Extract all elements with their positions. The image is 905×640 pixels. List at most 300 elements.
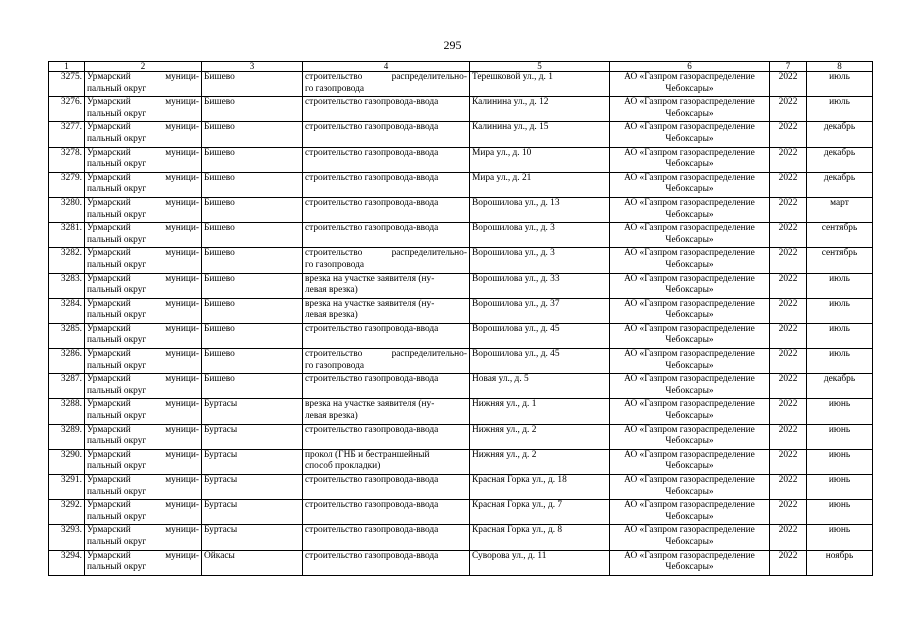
cell-mun3: пальный округ <box>87 536 147 547</box>
cell-mun1: Урмарский <box>87 298 131 309</box>
work-type-cell <box>303 97 470 122</box>
cell-work1: врезка на участке заявителя (ну- <box>305 273 435 284</box>
work-type-cell <box>303 525 470 550</box>
settlement-cell <box>202 72 303 97</box>
cell-address: Калинина ул., д. 15 <box>472 122 549 133</box>
cell-address: Красная Горка ул., д. 18 <box>472 475 567 485</box>
address-cell <box>470 122 610 147</box>
row-number <box>49 223 85 248</box>
organization-cell <box>610 550 770 575</box>
cell-org2: Чебоксары» <box>665 360 714 371</box>
cell-address: Терешковой ул., д. 1 <box>472 72 553 82</box>
cell-org2: Чебоксары» <box>665 259 714 270</box>
cell-num: 3282. <box>60 248 82 259</box>
table-row <box>49 122 873 147</box>
cell-num: 3286. <box>60 349 82 360</box>
cell-work2: распределительно- <box>391 72 467 82</box>
cell-month: июль <box>829 349 850 360</box>
cell-org1: АО «Газпром газораспределение <box>624 323 755 334</box>
cell-address: Новая ул., д. 5 <box>472 374 529 385</box>
cell-work1: строительство <box>305 72 363 82</box>
address-cell <box>470 273 610 298</box>
cell-org2: Чебоксары» <box>665 536 714 547</box>
cell-mun1: Урмарский <box>87 525 131 536</box>
address-cell <box>470 172 610 197</box>
cell-num: 3276. <box>60 97 82 108</box>
cell-work3: левая врезка) <box>305 310 358 321</box>
cell-month: сентябрь <box>821 223 858 234</box>
cell-org2: Чебоксары» <box>665 83 714 94</box>
organization-cell <box>610 349 770 374</box>
organization-cell <box>610 475 770 500</box>
cell-mun2: муници- <box>165 273 199 284</box>
cell-year: 2022 <box>778 248 798 259</box>
row-number <box>49 500 85 525</box>
row-number <box>49 122 85 147</box>
table-row <box>49 97 873 122</box>
cell-village: Бишево <box>204 147 235 158</box>
column-header: 3 <box>202 62 303 72</box>
municipality-cell <box>85 374 202 399</box>
cell-mun1: Урмарский <box>87 349 131 360</box>
column-header: 8 <box>807 62 873 72</box>
address-cell <box>470 349 610 374</box>
cell-year: 2022 <box>778 374 798 385</box>
cell-year: 2022 <box>778 197 798 208</box>
settlement-cell <box>202 147 303 172</box>
cell-num: 3294. <box>60 550 82 561</box>
cell-org2: Чебоксары» <box>665 209 714 220</box>
cell-org2: Чебоксары» <box>665 234 714 245</box>
cell-mun1: Урмарский <box>87 172 131 183</box>
cell-mun1: Урмарский <box>87 500 131 511</box>
cell-mun3: пальный округ <box>87 83 147 94</box>
settlement-cell <box>202 248 303 273</box>
cell-work1: строительство газопровода-ввода <box>305 475 439 485</box>
row-number <box>49 374 85 399</box>
row-number <box>49 197 85 222</box>
cell-work2: распределительно- <box>391 349 467 360</box>
cell-month: июнь <box>828 525 851 536</box>
table-row <box>49 475 873 500</box>
cell-address: Нижняя ул., д. 2 <box>472 449 537 460</box>
cell-work1: врезка на участке заявителя (ну- <box>305 298 435 309</box>
work-type-cell <box>303 223 470 248</box>
cell-village: Бишево <box>204 273 235 284</box>
cell-address: Ворошилова ул., д. 45 <box>472 349 560 360</box>
municipality-cell <box>85 147 202 172</box>
cell-org1: АО «Газпром газораспределение <box>624 223 755 234</box>
organization-cell <box>610 223 770 248</box>
column-header: 2 <box>85 62 202 72</box>
year-cell <box>770 374 807 399</box>
row-number <box>49 97 85 122</box>
cell-work3: левая врезка) <box>305 411 358 422</box>
cell-mun2: муници- <box>165 223 199 234</box>
cell-org1: АО «Газпром газораспределение <box>624 399 755 410</box>
year-cell <box>770 172 807 197</box>
cell-mun2: муници- <box>165 449 199 460</box>
address-cell <box>470 72 610 97</box>
cell-address: Мира ул., д. 21 <box>472 172 532 183</box>
work-type-cell <box>303 323 470 348</box>
cell-village: Бишево <box>204 323 235 334</box>
cell-year: 2022 <box>778 349 798 360</box>
cell-num: 3275. <box>60 72 82 82</box>
cell-mun1: Урмарский <box>87 449 131 460</box>
table-row <box>49 298 873 323</box>
organization-cell <box>610 500 770 525</box>
cell-work3: го газопровода <box>305 83 365 94</box>
year-cell <box>770 449 807 474</box>
municipality-cell <box>85 525 202 550</box>
cell-org2: Чебоксары» <box>665 436 714 447</box>
organization-cell <box>610 399 770 424</box>
cell-org2: Чебоксары» <box>665 108 714 119</box>
cell-mun1: Урмарский <box>87 248 131 259</box>
work-type-cell <box>303 273 470 298</box>
cell-work1: строительство <box>305 248 363 259</box>
cell-num: 3280. <box>60 197 82 208</box>
cell-month: июнь <box>828 399 851 410</box>
cell-mun1: Урмарский <box>87 197 131 208</box>
cell-mun3: пальный округ <box>87 285 147 296</box>
cell-village: Буртасы <box>204 525 238 536</box>
cell-work1: строительство <box>305 349 363 360</box>
cell-num: 3291. <box>60 475 82 485</box>
month-cell <box>807 374 873 399</box>
cell-mun3: пальный округ <box>87 562 147 573</box>
cell-mun1: Урмарский <box>87 72 131 82</box>
cell-year: 2022 <box>778 449 798 460</box>
cell-mun3: пальный округ <box>87 310 147 321</box>
cell-mun1: Урмарский <box>87 223 131 234</box>
work-type-cell <box>303 172 470 197</box>
address-cell <box>470 550 610 575</box>
cell-org2: Чебоксары» <box>665 159 714 170</box>
cell-mun3: пальный округ <box>87 133 147 144</box>
municipality-cell <box>85 298 202 323</box>
column-header: 1 <box>49 62 85 72</box>
month-cell <box>807 424 873 449</box>
municipality-cell <box>85 424 202 449</box>
cell-year: 2022 <box>778 273 798 284</box>
cell-org2: Чебоксары» <box>665 562 714 573</box>
cell-village: Бишево <box>204 223 235 234</box>
cell-year: 2022 <box>778 475 798 485</box>
cell-month: июль <box>829 97 850 108</box>
year-cell <box>770 248 807 273</box>
address-cell <box>470 500 610 525</box>
cell-work1: прокол (ГНБ и бестраншейный <box>305 449 430 460</box>
cell-num: 3287. <box>60 374 82 385</box>
column-header: 5 <box>470 62 610 72</box>
table-row <box>49 248 873 273</box>
cell-month: сентябрь <box>821 248 858 259</box>
cell-mun3: пальный округ <box>87 436 147 447</box>
year-cell <box>770 97 807 122</box>
cell-org2: Чебоксары» <box>665 486 714 497</box>
cell-mun1: Урмарский <box>87 374 131 385</box>
municipality-cell <box>85 449 202 474</box>
cell-village: Буртасы <box>204 500 238 511</box>
month-cell <box>807 550 873 575</box>
cell-org1: АО «Газпром газораспределение <box>624 449 755 460</box>
settlement-cell <box>202 399 303 424</box>
address-cell <box>470 449 610 474</box>
cell-num: 3284. <box>60 298 82 309</box>
cell-mun2: муници- <box>165 172 199 183</box>
row-number <box>49 273 85 298</box>
settlement-cell <box>202 122 303 147</box>
table-row <box>49 72 873 97</box>
municipality-cell <box>85 72 202 97</box>
cell-mun2: муници- <box>165 72 199 82</box>
year-cell <box>770 475 807 500</box>
cell-year: 2022 <box>778 147 798 158</box>
cell-org1: АО «Газпром газораспределение <box>624 197 755 208</box>
column-number-row <box>49 62 873 72</box>
cell-work1: строительство газопровода-ввода <box>305 97 439 108</box>
cell-year: 2022 <box>778 323 798 334</box>
cell-mun2: муници- <box>165 147 199 158</box>
year-cell <box>770 197 807 222</box>
cell-org1: АО «Газпром газораспределение <box>624 122 755 133</box>
cell-address: Ворошилова ул., д. 33 <box>472 273 560 284</box>
cell-mun2: муници- <box>165 197 199 208</box>
cell-mun1: Урмарский <box>87 273 131 284</box>
page-number: 295 <box>443 38 462 52</box>
work-type-cell <box>303 500 470 525</box>
cell-org2: Чебоксары» <box>665 184 714 195</box>
address-cell <box>470 323 610 348</box>
cell-org2: Чебоксары» <box>665 461 714 472</box>
cell-address: Ворошилова ул., д. 3 <box>472 248 555 259</box>
address-cell <box>470 197 610 222</box>
cell-address: Ворошилова ул., д. 45 <box>472 323 560 334</box>
cell-mun2: муници- <box>165 97 199 108</box>
municipality-cell <box>85 500 202 525</box>
cell-work3: го газопровода <box>305 360 365 371</box>
municipality-cell <box>85 97 202 122</box>
year-cell <box>770 500 807 525</box>
settlement-cell <box>202 475 303 500</box>
row-number <box>49 525 85 550</box>
cell-org2: Чебоксары» <box>665 411 714 422</box>
cell-work1: строительство газопровода-ввода <box>305 197 439 208</box>
cell-village: Бишево <box>204 374 235 385</box>
row-number <box>49 399 85 424</box>
month-cell <box>807 349 873 374</box>
year-cell <box>770 550 807 575</box>
cell-work1: строительство газопровода-ввода <box>305 223 439 234</box>
cell-year: 2022 <box>778 424 798 435</box>
table-row <box>49 449 873 474</box>
row-number <box>49 147 85 172</box>
cell-num: 3289. <box>60 424 82 435</box>
register-table <box>48 61 873 576</box>
cell-num: 3293. <box>60 525 82 536</box>
cell-org2: Чебоксары» <box>665 335 714 346</box>
table-row <box>49 399 873 424</box>
month-cell <box>807 147 873 172</box>
row-number <box>49 475 85 500</box>
row-number <box>49 298 85 323</box>
cell-mun1: Урмарский <box>87 475 131 485</box>
settlement-cell <box>202 525 303 550</box>
cell-month: июль <box>829 323 850 334</box>
month-cell <box>807 500 873 525</box>
cell-village: Бишево <box>204 122 235 133</box>
cell-work3: го газопровода <box>305 259 365 270</box>
address-cell <box>470 525 610 550</box>
cell-org1: АО «Газпром газораспределение <box>624 525 755 536</box>
cell-org1: АО «Газпром газораспределение <box>624 424 755 435</box>
column-header: 6 <box>610 62 770 72</box>
table-row <box>49 273 873 298</box>
cell-org1: АО «Газпром газораспределение <box>624 500 755 511</box>
column-header: 4 <box>303 62 470 72</box>
table-row <box>49 349 873 374</box>
cell-mun3: пальный округ <box>87 108 147 119</box>
cell-month: июнь <box>828 449 851 460</box>
municipality-cell <box>85 323 202 348</box>
cell-month: декабрь <box>823 122 856 133</box>
address-cell <box>470 223 610 248</box>
cell-month: июль <box>829 298 850 309</box>
row-number <box>49 349 85 374</box>
cell-mun3: пальный округ <box>87 486 147 497</box>
settlement-cell <box>202 97 303 122</box>
cell-org1: АО «Газпром газораспределение <box>624 147 755 158</box>
address-cell <box>470 147 610 172</box>
cell-village: Бишево <box>204 72 235 82</box>
year-cell <box>770 122 807 147</box>
work-type-cell <box>303 399 470 424</box>
cell-month: июль <box>829 273 850 284</box>
cell-year: 2022 <box>778 72 798 82</box>
organization-cell <box>610 97 770 122</box>
cell-mun2: муници- <box>165 122 199 133</box>
organization-cell <box>610 298 770 323</box>
settlement-cell <box>202 374 303 399</box>
cell-year: 2022 <box>778 298 798 309</box>
work-type-cell <box>303 72 470 97</box>
cell-year: 2022 <box>778 223 798 234</box>
organization-cell <box>610 147 770 172</box>
cell-village: Бишево <box>204 97 235 108</box>
cell-org1: АО «Газпром газораспределение <box>624 172 755 183</box>
settlement-cell <box>202 550 303 575</box>
month-cell <box>807 223 873 248</box>
table-row <box>49 500 873 525</box>
municipality-cell <box>85 349 202 374</box>
work-type-cell <box>303 197 470 222</box>
month-cell <box>807 72 873 97</box>
cell-month: июнь <box>828 475 851 485</box>
cell-work1: строительство газопровода-ввода <box>305 172 439 183</box>
cell-num: 3292. <box>60 500 82 511</box>
month-cell <box>807 525 873 550</box>
cell-mun2: муници- <box>165 399 199 410</box>
row-number <box>49 248 85 273</box>
settlement-cell <box>202 424 303 449</box>
municipality-cell <box>85 248 202 273</box>
cell-mun1: Урмарский <box>87 97 131 108</box>
cell-num: 3277. <box>60 122 82 133</box>
cell-village: Ойкасы <box>204 550 235 561</box>
cell-org1: АО «Газпром газораспределение <box>624 72 755 82</box>
organization-cell <box>610 374 770 399</box>
month-cell <box>807 399 873 424</box>
cell-village: Буртасы <box>204 475 238 485</box>
month-cell <box>807 323 873 348</box>
cell-mun1: Урмарский <box>87 147 131 158</box>
cell-mun3: пальный округ <box>87 234 147 245</box>
cell-year: 2022 <box>778 122 798 133</box>
cell-village: Бишево <box>204 197 235 208</box>
organization-cell <box>610 122 770 147</box>
table-row <box>49 197 873 222</box>
cell-org1: АО «Газпром газораспределение <box>624 349 755 360</box>
address-cell <box>470 475 610 500</box>
address-cell <box>470 374 610 399</box>
cell-address: Мира ул., д. 10 <box>472 147 532 158</box>
month-cell <box>807 197 873 222</box>
cell-mun1: Урмарский <box>87 122 131 133</box>
cell-mun3: пальный округ <box>87 411 147 422</box>
cell-mun3: пальный округ <box>87 159 147 170</box>
cell-work2: распределительно- <box>391 248 467 259</box>
year-cell <box>770 525 807 550</box>
work-type-cell <box>303 475 470 500</box>
municipality-cell <box>85 475 202 500</box>
row-number <box>49 172 85 197</box>
cell-mun3: пальный округ <box>87 335 147 346</box>
cell-month: июль <box>829 72 850 82</box>
settlement-cell <box>202 323 303 348</box>
address-cell <box>470 424 610 449</box>
month-cell <box>807 475 873 500</box>
table-row <box>49 374 873 399</box>
cell-address: Нижняя ул., д. 1 <box>472 399 537 410</box>
cell-month: июнь <box>828 424 851 435</box>
address-cell <box>470 248 610 273</box>
work-type-cell <box>303 298 470 323</box>
cell-mun1: Урмарский <box>87 550 131 561</box>
cell-org2: Чебоксары» <box>665 285 714 296</box>
month-cell <box>807 449 873 474</box>
cell-mun2: муници- <box>165 248 199 259</box>
cell-org1: АО «Газпром газораспределение <box>624 273 755 284</box>
row-number <box>49 550 85 575</box>
cell-num: 3279. <box>60 172 82 183</box>
table-row <box>49 550 873 575</box>
cell-address: Ворошилова ул., д. 3 <box>472 223 555 234</box>
cell-num: 3285. <box>60 323 82 334</box>
table-row <box>49 172 873 197</box>
cell-village: Бишево <box>204 172 235 183</box>
cell-year: 2022 <box>778 550 798 561</box>
year-cell <box>770 223 807 248</box>
cell-num: 3283. <box>60 273 82 284</box>
cell-org2: Чебоксары» <box>665 310 714 321</box>
year-cell <box>770 349 807 374</box>
cell-village: Буртасы <box>204 424 238 435</box>
column-header: 7 <box>770 62 807 72</box>
table-row <box>49 424 873 449</box>
cell-month: декабрь <box>823 374 856 385</box>
